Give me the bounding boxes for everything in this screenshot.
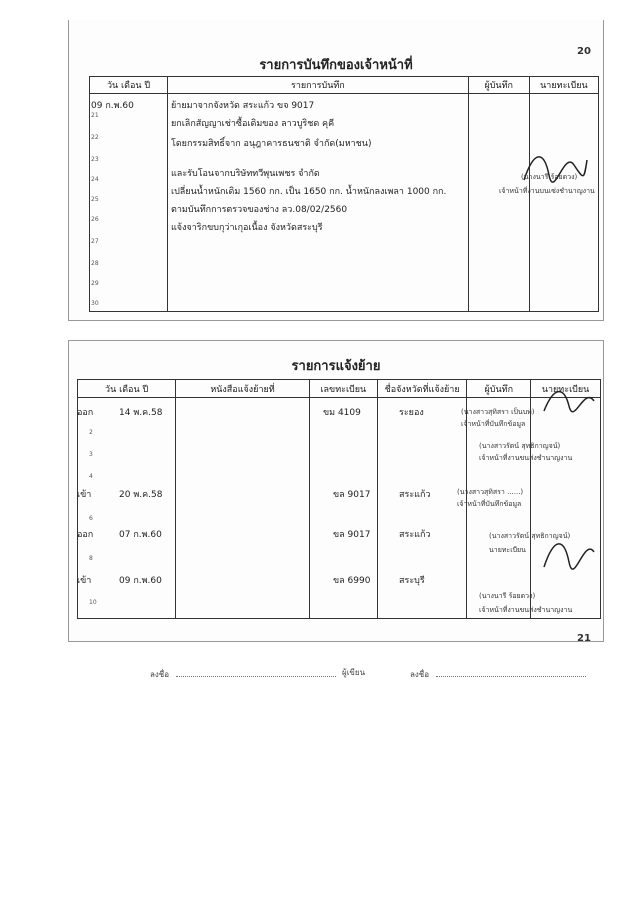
transfer-province: สระบุรี bbox=[399, 576, 425, 586]
record-line: ตามบันทึกการตรวจของช่าง ลว.08/02/2560 bbox=[171, 205, 348, 215]
footer-writer-label: ผู้เขียน bbox=[342, 668, 366, 677]
transfer-reg: ขล 6990 bbox=[333, 576, 371, 586]
transfer-reg: ขล 9017 bbox=[333, 490, 371, 500]
row-number: 28 bbox=[91, 260, 99, 267]
record-line: ย้ายมาจากจังหวัด สระแก้ว ขจ 9017 bbox=[171, 101, 315, 111]
registrar-role: เจ้าหน้าที่งานบนเซ่งชำนาญงาน bbox=[499, 187, 595, 195]
recorder-name: (นางสาวสุทิสรา เป็นบท) bbox=[461, 408, 535, 416]
row-number: 3 bbox=[89, 451, 93, 458]
col-province: ชื่อจังหวัดที่แจ้งย้าย bbox=[377, 380, 467, 398]
row-number: 29 bbox=[91, 280, 99, 287]
transfer-kind: ออก bbox=[77, 408, 94, 418]
transfer-reg: ขล 9017 bbox=[333, 530, 371, 540]
record-line: เปลี่ยนน้ำหนักเดิม 1560 กก. เป็น 1650 กก. น้ำหนักลงเพลา 1000 กก. bbox=[171, 187, 447, 197]
signature-mark bbox=[539, 381, 599, 421]
transfer-province: ระยอง bbox=[399, 408, 424, 418]
registrar-role: เจ้าหน้าที่งานขนส่งชำนาญงาน bbox=[479, 606, 573, 614]
transfer-date: 09 ก.พ.60 bbox=[119, 576, 162, 586]
registrar-role: นายทะเบียน bbox=[489, 546, 526, 554]
footer-sign-label: ลงชื่อ bbox=[410, 670, 430, 679]
row-number: 25 bbox=[91, 196, 99, 203]
row-number: 23 bbox=[91, 156, 99, 163]
row-number: 22 bbox=[91, 134, 99, 141]
col-registrar: นายทะเบียน bbox=[529, 77, 598, 94]
transfer-kind: ออก bbox=[77, 530, 94, 540]
transfer-reg: ขม 4109 bbox=[323, 408, 361, 418]
transfer-date: 20 พ.ค.58 bbox=[119, 490, 163, 500]
col-record: รายการบันทึก bbox=[168, 77, 469, 94]
transfer-record-sheet bbox=[68, 340, 604, 642]
recorder-name: (นางสาวสุทิสรา ......) bbox=[457, 488, 524, 496]
page-number-top: 20 bbox=[577, 46, 591, 57]
row-number: 8 bbox=[89, 555, 93, 562]
record-line: โดยกรรมสิทธิ์จาก อนุฎาคารธนชาติ จำกัด(มหาชน) bbox=[171, 139, 372, 149]
row-number: 2 bbox=[89, 429, 93, 436]
transfer-section-title: รายการแจ้งย้าย bbox=[291, 359, 381, 374]
transfer-province: สระแก้ว bbox=[399, 490, 431, 500]
col-registration: เลขทะเบียน bbox=[309, 380, 377, 398]
row-number: 24 bbox=[91, 176, 99, 183]
registrar-name: (นางสาวรัตน์ สุทธิกาญจน์) bbox=[479, 442, 561, 450]
transfer-date: 14 พ.ค.58 bbox=[119, 408, 163, 418]
footer-sign-line bbox=[176, 676, 336, 677]
page-number-bottom: 21 bbox=[577, 633, 591, 644]
recorder-role: เจ้าหน้าที่บันทึกข้อมูล bbox=[457, 500, 522, 508]
registrar-name: (นางนารี ร้อยดวง) bbox=[479, 592, 536, 600]
record-line: ยกเลิกสัญญาเช่าซื้อเดิมของ ลาวบูริชด คุคี bbox=[171, 119, 335, 129]
col-recorder: ผู้บันทึก bbox=[467, 380, 531, 398]
row-number: 6 bbox=[89, 515, 93, 522]
transfer-kind: เข้า bbox=[77, 576, 92, 586]
officer-section-title: รายการบันทึกของเจ้าหน้าที่ bbox=[259, 58, 413, 73]
record-line: และรับโอนจากบริษัททวีพุนเพชร จำกัด bbox=[171, 169, 320, 179]
col-recorder: ผู้บันทึก bbox=[468, 77, 529, 94]
recorder-role: เจ้าหน้าที่บันทึกข้อมูล bbox=[461, 420, 526, 428]
transfer-province: สระแก้ว bbox=[399, 530, 431, 540]
footer-sign-label: ลงชื่อ bbox=[150, 670, 170, 679]
col-registrar: นายทะเบียน bbox=[531, 380, 601, 398]
col-notice: หนังสือแจ้งย้ายที่ bbox=[176, 380, 310, 398]
registrar-name: (นางนารี ร้อยดวง) bbox=[521, 173, 578, 181]
row-number: 21 bbox=[91, 112, 99, 119]
registrar-role: เจ้าหน้าที่งานขนส่งชำนาญงาน bbox=[479, 454, 573, 462]
col-date: วัน เดือน ปี bbox=[78, 380, 176, 398]
registrar-name: (นางสาวรัตน์ สุทธิกาญจน์) bbox=[489, 532, 571, 540]
record-date: 09 ก.พ.60 bbox=[91, 101, 134, 111]
officer-record-sheet bbox=[68, 20, 604, 321]
row-number: 4 bbox=[89, 473, 93, 480]
col-date: วัน เดือน ปี bbox=[90, 77, 168, 94]
row-number: 27 bbox=[91, 238, 99, 245]
signature-mark bbox=[539, 527, 599, 577]
row-number: 26 bbox=[91, 216, 99, 223]
transfer-kind: เข้า bbox=[77, 490, 92, 500]
record-line: แจ้งจาริกขบกุว่าเกุอเนื้อง จังหวัดสระบุรี bbox=[171, 223, 323, 233]
row-number: 30 bbox=[91, 300, 99, 307]
footer-sign-line bbox=[436, 676, 586, 677]
transfer-date: 07 ก.พ.60 bbox=[119, 530, 162, 540]
row-number: 10 bbox=[89, 599, 97, 606]
